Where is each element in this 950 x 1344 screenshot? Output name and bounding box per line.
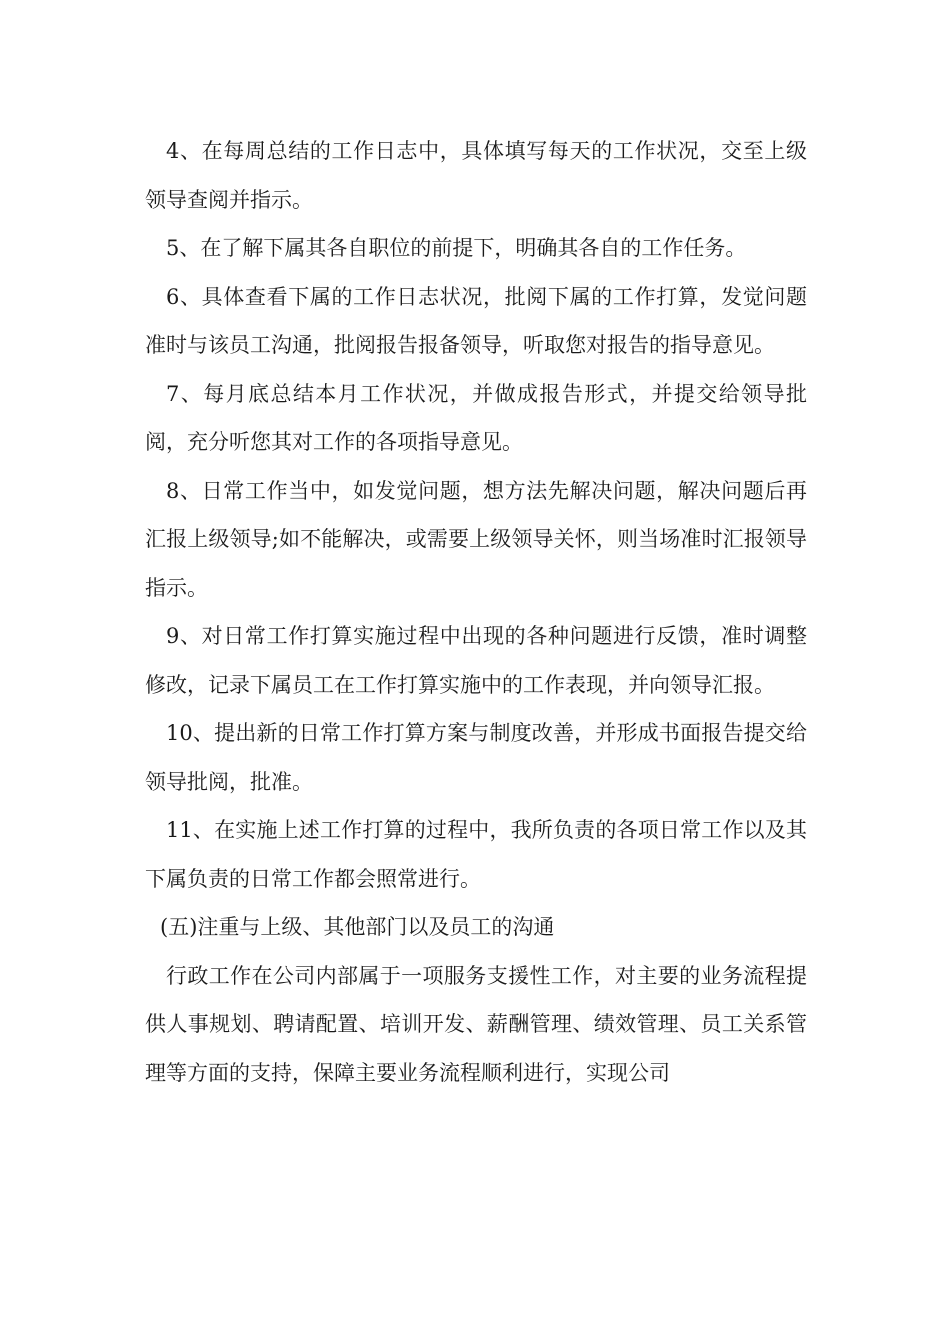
paragraph-item-11: 11、在实施上述工作打算的过程中，我所负责的各项日常工作以及其下属负责的日常工作都会照常进行。 (145, 818, 807, 891)
paragraph-item-8: 8、日常工作当中，如发觉问题，想方法先解决问题，解决问题后再汇报上级领导;如不能解决，或需要上级领导关怀，则当场准时汇报领导指示。 (145, 478, 807, 600)
closing-paragraph: 行政工作在公司内部属于一项服务支援性工作，对主要的业务流程提供人事规划、聘请配置、培训开发、薪酬管理、绩效管理、员工关系管理等方面的支持，保障主要业务流程顺利进行，实现公司 (145, 963, 807, 1085)
paragraph-item-7: 7、每月底总结本月工作状况，并做成报告形式，并提交给领导批阅，充分听您其对工作的各项指导意见。 (145, 381, 807, 454)
paragraph-item-4: 4、在每周总结的工作日志中，具体填写每天的工作状况，交至上级领导查阅并指示。 (145, 139, 807, 212)
paragraph-item-10: 10、提出新的日常工作打算方案与制度改善，并形成书面报告提交给领导批阅，批准。 (145, 721, 807, 794)
paragraph-item-6: 6、具体查看下属的工作日志状况，批阅下属的工作打算，发觉问题准时与该员工沟通，批阅报告报备领导，听取您对报告的指导意见。 (145, 284, 807, 357)
document-body (145, 127, 807, 1097)
paragraph-item-9: 9、对日常工作打算实施过程中出现的各种问题进行反馈，准时调整修改，记录下属员工在工作打算实施中的工作表现，并向领导汇报。 (145, 624, 807, 697)
section-heading: (五)注重与上级、其他部门以及员工的沟通 (160, 915, 555, 939)
paragraph-item-5: 5、在了解下属其各自职位的前提下，明确其各自的工作任务。 (166, 236, 747, 260)
